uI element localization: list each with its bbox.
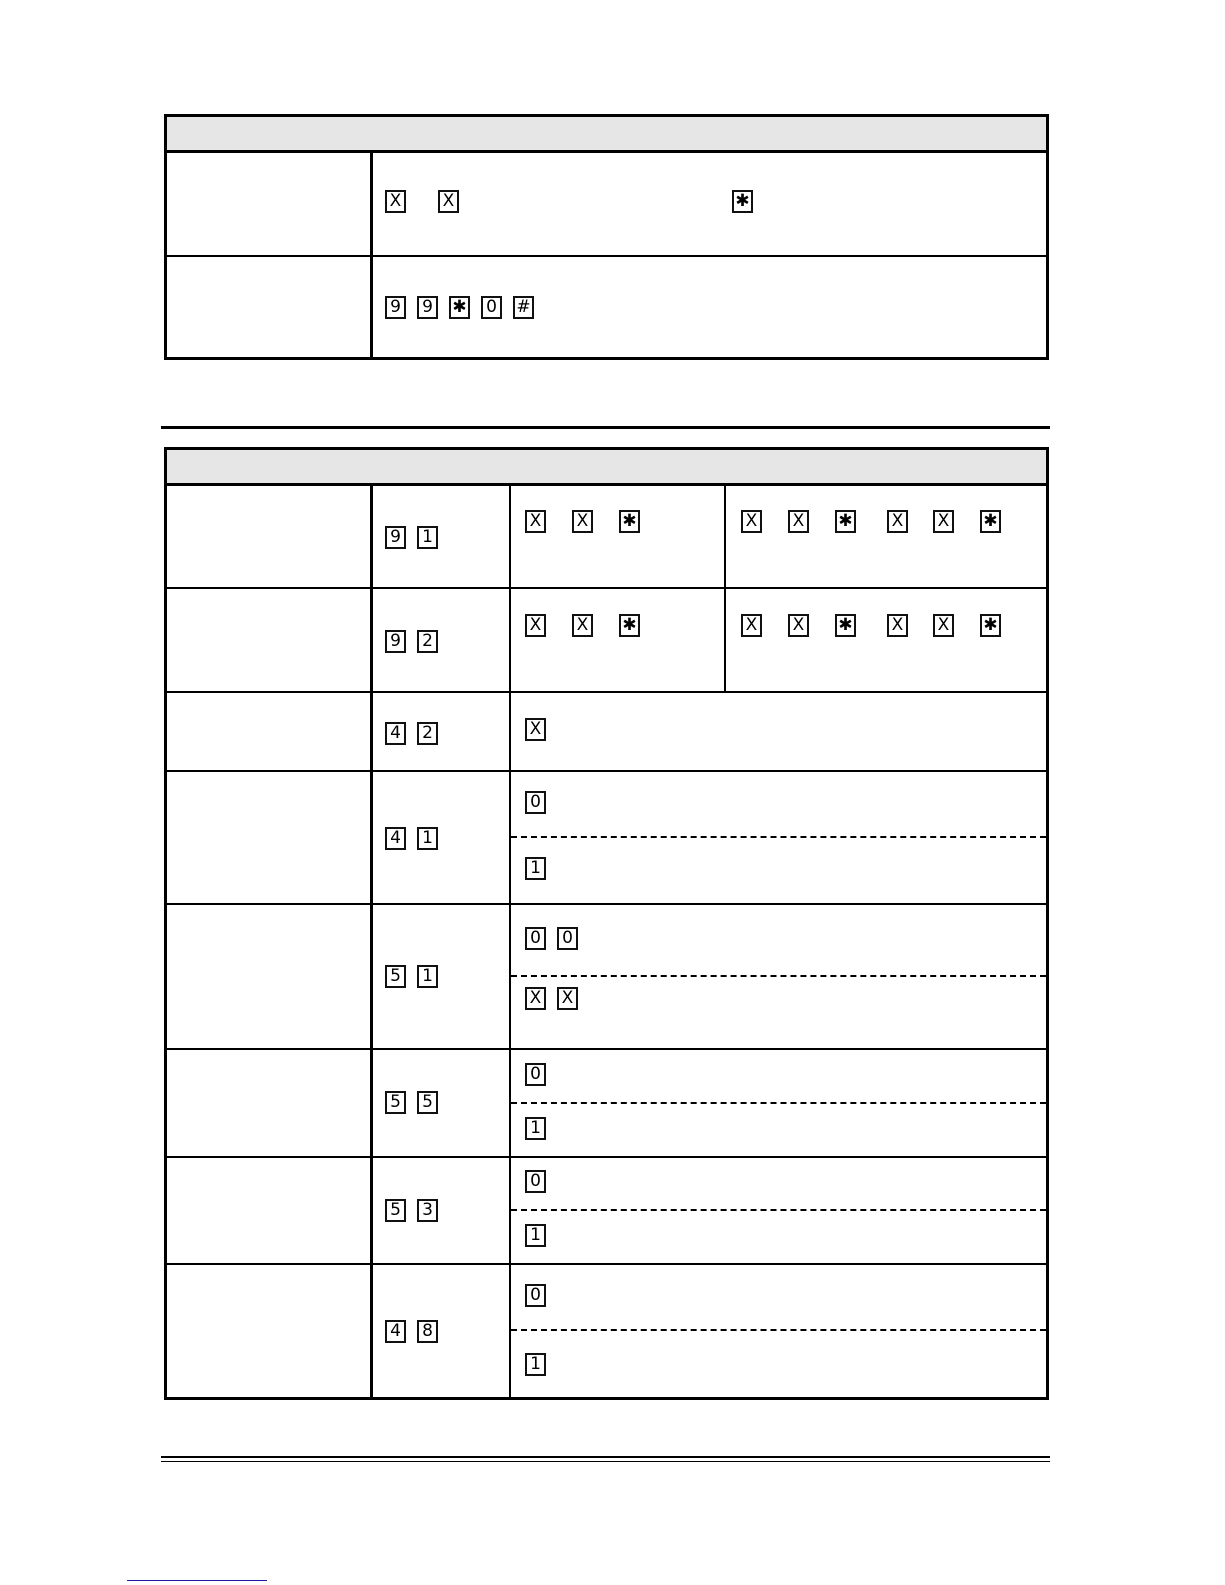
key-1: 1 [417, 827, 438, 850]
option-separator [511, 1102, 1046, 1104]
key-star: ✱ [835, 510, 856, 533]
key-0: 0 [525, 791, 546, 814]
row-divider [167, 903, 1046, 905]
key-x: X [741, 510, 762, 533]
key-3: 3 [417, 1199, 438, 1222]
key-star: ✱ [449, 296, 470, 319]
key-9: 9 [385, 296, 406, 319]
row-divider [167, 691, 1046, 693]
footer-rule [161, 1456, 1050, 1458]
key-4: 4 [385, 722, 406, 745]
key-9: 9 [385, 526, 406, 549]
key-0: 0 [525, 1063, 546, 1086]
section-divider [161, 426, 1050, 429]
option-separator [511, 836, 1046, 838]
row-divider [167, 1048, 1046, 1050]
key-x: X [788, 614, 809, 637]
key-0: 0 [525, 1170, 546, 1193]
key-2: 2 [417, 630, 438, 653]
key-x: X [525, 987, 546, 1010]
row-divider [167, 1263, 1046, 1265]
key-x: X [385, 190, 406, 213]
key-1: 1 [525, 1224, 546, 1247]
row-divider [167, 587, 1046, 589]
key-x: X [788, 510, 809, 533]
key-8: 8 [417, 1320, 438, 1343]
key-1: 1 [417, 526, 438, 549]
option-separator [511, 1209, 1046, 1211]
key-0: 0 [481, 296, 502, 319]
key-2: 2 [417, 722, 438, 745]
key-0: 0 [525, 927, 546, 950]
key-1: 1 [525, 1117, 546, 1140]
key-x: X [933, 614, 954, 637]
key-star: ✱ [980, 510, 1001, 533]
key-star: ✱ [619, 510, 640, 533]
key-hash: # [513, 296, 534, 319]
key-9: 9 [385, 630, 406, 653]
key-x: X [741, 614, 762, 637]
row-divider [167, 770, 1046, 772]
key-1: 1 [525, 857, 546, 880]
table-header [167, 450, 1046, 486]
footer-rule-thin [161, 1461, 1050, 1462]
key-x: X [525, 510, 546, 533]
column-divider [370, 150, 373, 357]
key-9: 9 [417, 296, 438, 319]
key-star: ✱ [835, 614, 856, 637]
key-x: X [572, 614, 593, 637]
key-5: 5 [417, 1091, 438, 1114]
key-0: 0 [557, 927, 578, 950]
key-1: 1 [417, 965, 438, 988]
key-x: X [572, 510, 593, 533]
option-separator [511, 1329, 1046, 1331]
key-x: X [933, 510, 954, 533]
key-x: X [438, 190, 459, 213]
table-header [167, 117, 1046, 153]
row-divider [167, 255, 1046, 257]
row-divider [167, 1156, 1046, 1158]
key-5: 5 [385, 1199, 406, 1222]
option-separator [511, 975, 1046, 977]
key-0: 0 [525, 1284, 546, 1307]
key-x: X [887, 614, 908, 637]
key-x: X [557, 987, 578, 1010]
key-star: ✱ [980, 614, 1001, 637]
key-star: ✱ [619, 614, 640, 637]
keypad-code-table-2 [164, 447, 1049, 1400]
key-star: ✱ [732, 190, 753, 213]
key-x: X [887, 510, 908, 533]
column-divider [370, 483, 373, 1397]
key-4: 4 [385, 827, 406, 850]
key-1: 1 [525, 1353, 546, 1376]
key-4: 4 [385, 1320, 406, 1343]
key-5: 5 [385, 1091, 406, 1114]
keypad-sequence-table-1 [164, 114, 1049, 360]
footer-link-underline[interactable] [127, 1580, 267, 1581]
key-x: X [525, 614, 546, 637]
column-divider [509, 483, 511, 1397]
key-x: X [525, 718, 546, 741]
key-5: 5 [385, 965, 406, 988]
